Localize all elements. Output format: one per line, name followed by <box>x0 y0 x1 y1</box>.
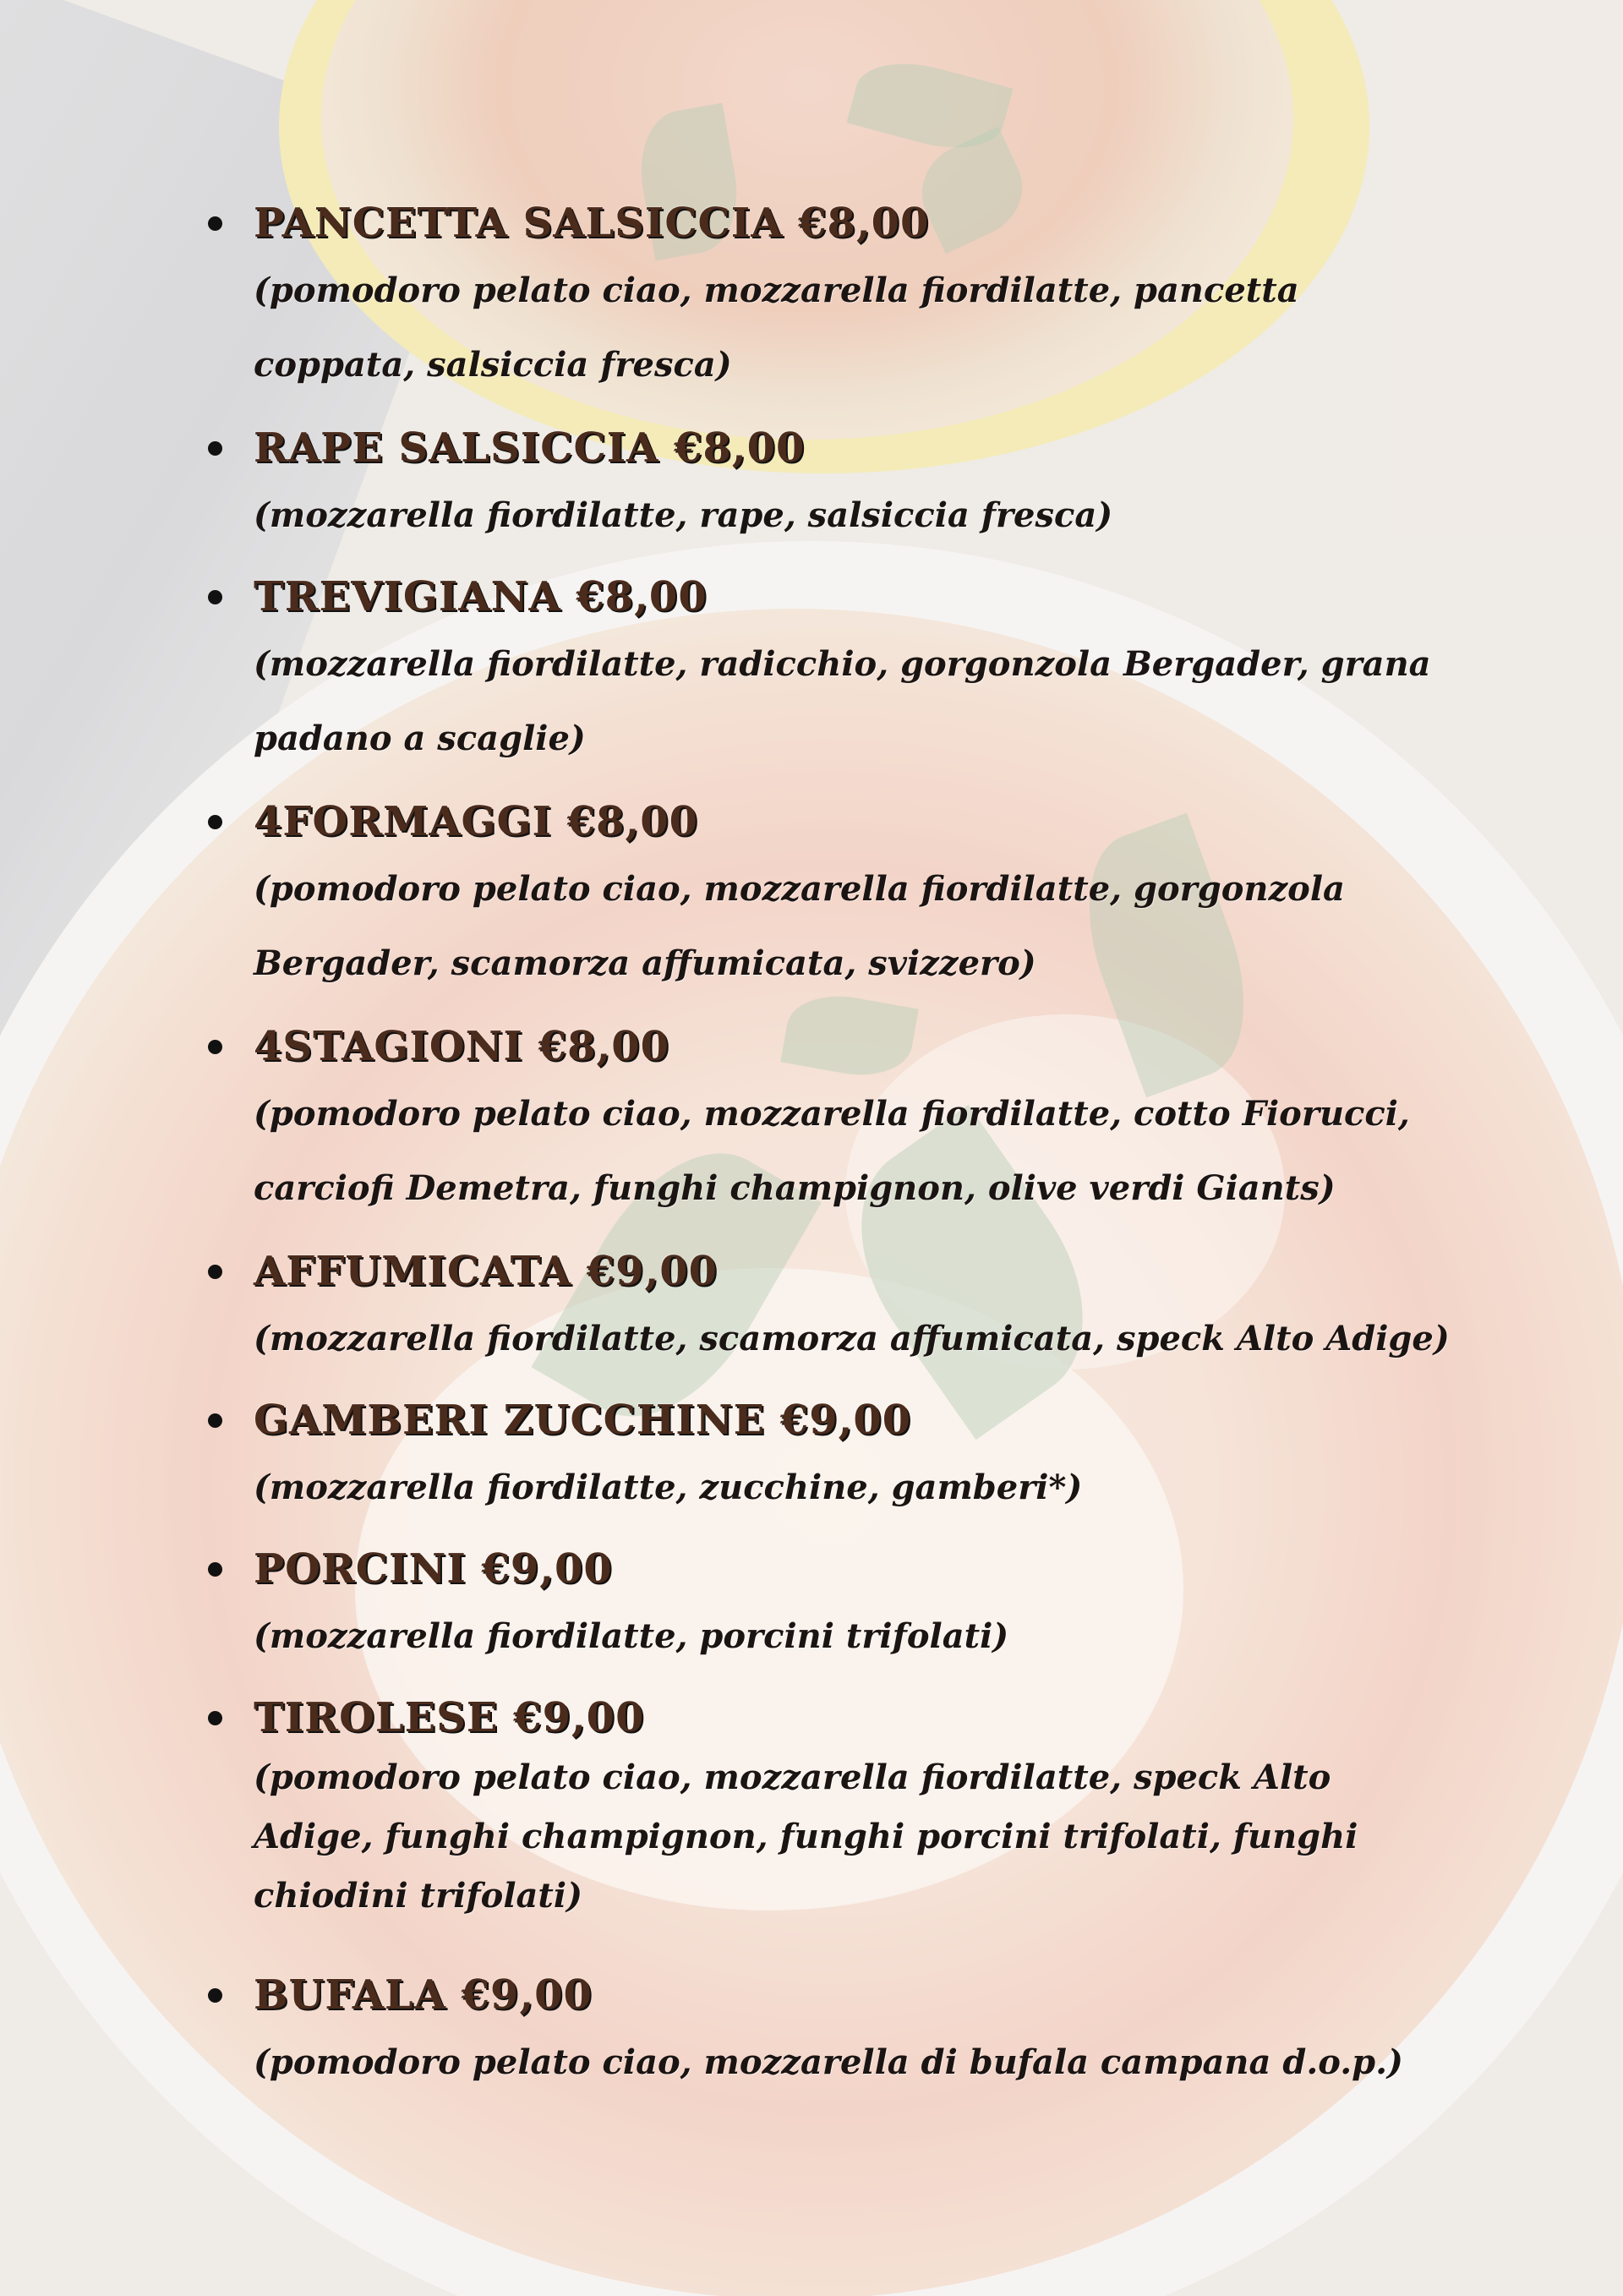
menu-item-title: 4STAGIONI €8,00 <box>254 1023 669 1070</box>
menu-item-description: (pomodoro pelato ciao, mozzarella fiordilatte, cotto Fiorucci, carciofi Demetra, funghi champignon, olive verdi Giants) <box>254 1094 1410 1208</box>
menu-item <box>203 1241 1454 1390</box>
menu-item-title: TREVIGIANA €8,00 <box>254 573 708 620</box>
menu-item-title: GAMBERI ZUCCHINE €9,00 <box>254 1397 912 1444</box>
bullet-icon <box>208 1711 222 1725</box>
menu-item <box>203 1539 1454 1687</box>
menu-item-title: BUFALA €9,00 <box>254 1971 593 2019</box>
bullet-icon <box>208 815 222 829</box>
bullet-icon <box>208 590 222 604</box>
menu-item <box>203 566 1454 791</box>
bullet-icon <box>208 216 222 231</box>
menu-item <box>203 791 1454 1016</box>
pizza-menu-list <box>203 193 1454 2113</box>
menu-item-description: (pomodoro pelato ciao, mozzarella fiordilatte, gorgonzola Bergader, scamorza affumicata, svizzero) <box>254 869 1345 983</box>
menu-item-description: (mozzarella fiordilatte, rape, salsiccia fresca) <box>254 495 1113 535</box>
menu-item <box>203 1390 1454 1539</box>
menu-item <box>203 1965 1454 2113</box>
menu-item-title: TIROLESE €9,00 <box>254 1694 645 1741</box>
menu-item-description: (mozzarella fiordilatte, porcini trifolati) <box>254 1616 1009 1656</box>
bullet-icon <box>208 441 222 456</box>
bullet-icon <box>208 1562 222 1577</box>
menu-item-description: (pomodoro pelato ciao, mozzarella di bufala campana d.o.p.) <box>254 2042 1403 2082</box>
menu-item-title: AFFUMICATA €9,00 <box>254 1248 719 1295</box>
menu-item-description: (pomodoro pelato ciao, mozzarella fiordilatte, speck Alto Adige, funghi champignon, funghi porcini trifolati, funghi chiodini trifolati) <box>254 1758 1358 1916</box>
bullet-icon <box>208 1040 222 1054</box>
menu-item-title: PANCETTA SALSICCIA €8,00 <box>254 200 930 247</box>
menu-item-description: (mozzarella fiordilatte, radicchio, gorgonzola Bergader, grana padano a scaglie) <box>254 644 1431 758</box>
menu-item <box>203 1687 1454 1965</box>
menu-item-description: (mozzarella fiordilatte, scamorza affumicata, speck Alto Adige) <box>254 1319 1450 1358</box>
menu-item <box>203 1016 1454 1241</box>
menu-item-title: PORCINI €9,00 <box>254 1545 613 1593</box>
menu-item-description: (pomodoro pelato ciao, mozzarella fiordilatte, pancetta coppata, salsiccia fresca) <box>254 271 1299 385</box>
bullet-icon <box>208 1265 222 1279</box>
bullet-icon <box>208 1413 222 1428</box>
menu-item-description: (mozzarella fiordilatte, zucchine, gamberi*) <box>254 1468 1083 1507</box>
menu-item-title: 4FORMAGGI €8,00 <box>254 798 699 845</box>
menu-item-title: RAPE SALSICCIA €8,00 <box>254 424 806 472</box>
menu-item <box>203 193 1454 418</box>
menu-item <box>203 418 1454 566</box>
bullet-icon <box>208 1988 222 2003</box>
